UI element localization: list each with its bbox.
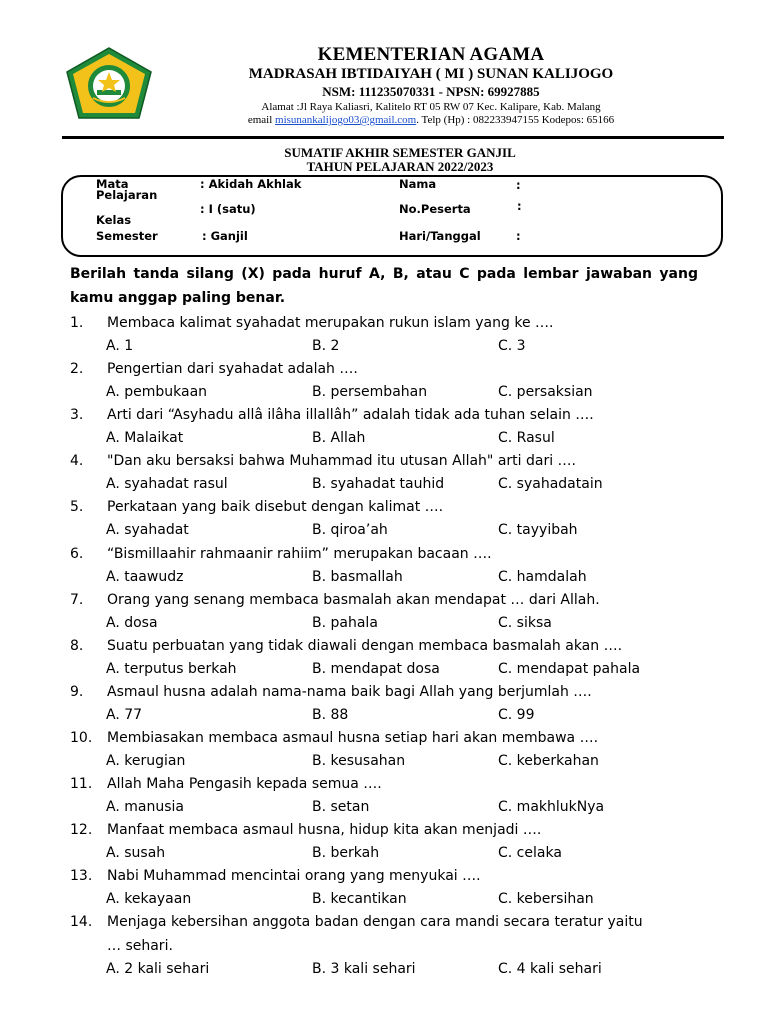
question-number: 7. — [70, 591, 84, 608]
option-c[interactable]: C. mendapat pahala — [498, 660, 641, 677]
question-number: 12. — [70, 822, 93, 839]
school-ids: NSM: 111235070331 - NPSN: 69927885 — [322, 84, 540, 99]
option-a[interactable]: A. 2 kali sehari — [106, 961, 210, 978]
option-b[interactable]: B. mendapat dosa — [312, 660, 440, 677]
question-text: “Bismillaahir rahmaanir rahiim” merupakan bacaan …. — [107, 545, 492, 562]
option-c[interactable]: C. hamdalah — [498, 568, 587, 585]
question-number: 14. — [70, 914, 93, 931]
class-value: : I (satu) — [200, 202, 256, 216]
email-link[interactable]: misunankalijogo03@gmail.com — [275, 114, 417, 126]
question-text: Perkataan yang baik disebut dengan kalimat …. — [107, 499, 444, 516]
question-text-line2: … sehari. — [107, 938, 173, 955]
name-value[interactable]: : — [516, 178, 521, 192]
question-text: Membiasakan membaca asmaul husna setiap hari akan membawa …. — [107, 729, 599, 746]
option-b[interactable]: B. basmallah — [312, 568, 403, 585]
question-number: 10. — [70, 729, 93, 746]
number-label: No.Peserta — [399, 202, 471, 216]
school-contact — [200, 114, 662, 127]
option-a[interactable]: A. dosa — [106, 614, 158, 631]
question-number: 6. — [70, 545, 84, 562]
exam-title — [200, 146, 600, 174]
option-c[interactable]: C. 99 — [498, 706, 535, 723]
option-a[interactable]: A. 1 — [106, 338, 134, 354]
question-text: Arti dari “Asyhadu allâ ilâha illallâh” adalah tidak ada tuhan selain …. — [107, 407, 594, 424]
option-b[interactable]: B. persembahan — [312, 384, 428, 401]
question-text: Asmaul husna adalah nama-nama baik bagi Allah yang berjumlah …. — [107, 683, 592, 700]
question-number: 3. — [70, 407, 84, 424]
question-text: Menjaga kebersihan anggota badan dengan cara mandi secara teratur yaitu — [107, 914, 643, 931]
option-c[interactable]: C. siksa — [498, 614, 552, 631]
question-number: 8. — [70, 637, 84, 654]
question-text: "Dan aku bersaksi bahwa Muhammad itu utusan Allah" arti dari …. — [107, 453, 576, 470]
option-c[interactable]: C. 3 — [498, 338, 526, 354]
student-info-box — [61, 175, 723, 257]
option-c[interactable]: C. Rasul — [498, 430, 555, 447]
option-a[interactable]: A. manusia — [106, 799, 184, 815]
subject-label-1: Mata — [96, 177, 129, 191]
header-divider — [62, 136, 724, 139]
option-b[interactable]: B. 2 — [312, 338, 340, 354]
question-number: 11. — [70, 776, 93, 792]
option-a[interactable]: A. taawudz — [106, 568, 184, 585]
option-b[interactable]: B. kecantikan — [312, 891, 407, 908]
school-name: MADRASAH IBTIDAIYAH ( MI ) SUNAN KALIJOGO — [248, 66, 614, 82]
option-b[interactable]: B. setan — [312, 799, 370, 815]
name-label: Nama — [399, 177, 437, 191]
option-b[interactable]: B. berkah — [312, 845, 380, 862]
question-text: Orang yang senang membaca basmalah akan mendapat … dari Allah. — [107, 591, 600, 608]
option-a[interactable]: A. syahadat rasul — [106, 476, 228, 493]
number-value[interactable]: : — [517, 199, 522, 213]
date-label: Hari/Tanggal — [399, 229, 481, 243]
option-c[interactable]: C. 4 kali sehari — [498, 961, 602, 978]
semester-value: : Ganjil — [202, 229, 248, 243]
option-c[interactable]: C. keberkahan — [498, 752, 599, 769]
option-b[interactable]: B. Allah — [312, 430, 366, 447]
exam-name: SUMATIF AKHIR SEMESTER GANJIL — [284, 145, 516, 160]
option-b[interactable]: B. syahadat tauhid — [312, 476, 445, 493]
subject-value: : Akidah Akhlak — [200, 177, 302, 191]
date-value[interactable]: : — [516, 229, 521, 243]
email-label: email — [247, 114, 273, 126]
ministry-title: KEMENTERIAN AGAMA — [317, 44, 545, 65]
question-number: 2. — [70, 361, 84, 378]
question-text: Nabi Muhammad mencintai orang yang menyukai …. — [107, 868, 481, 885]
option-c[interactable]: C. celaka — [498, 845, 562, 862]
instructions: Berilah tanda silang (X) pada huruf A, B, atau C pada lembar jawaban yang kamu anggap paling benar. — [70, 266, 698, 306]
option-c[interactable]: C. persaksian — [498, 384, 593, 401]
class-label: Kelas — [96, 213, 132, 227]
option-b[interactable]: B. pahala — [312, 614, 378, 631]
letterhead-text — [200, 44, 662, 127]
option-a[interactable]: A. pembukaan — [106, 384, 208, 401]
question-number: 13. — [70, 868, 93, 885]
school-address: Alamat :Jl Raya Kaliasri, Kalitelo RT 05 RW 07 Kec. Kalipare, Kab. Malang — [261, 101, 601, 113]
question-text: Suatu perbuatan yang tidak diawali dengan membaca basmalah akan …. — [107, 637, 623, 654]
semester-label: Semester — [96, 229, 158, 243]
question-text: Manfaat membaca asmaul husna, hidup kita akan menjadi …. — [107, 822, 542, 839]
letterhead — [0, 0, 768, 160]
option-a[interactable]: A. kerugian — [106, 752, 186, 769]
option-c[interactable]: C. makhlukNya — [498, 799, 605, 815]
option-b[interactable]: B. 3 kali sehari — [312, 961, 416, 978]
subject-label-2: Pelajaran — [96, 188, 158, 202]
option-b[interactable]: B. qiroa’ah — [312, 522, 388, 539]
question-text: Membaca kalimat syahadat merupakan rukun islam yang ke …. — [107, 315, 554, 331]
option-b[interactable]: B. 88 — [312, 706, 349, 723]
question-number: 4. — [70, 453, 84, 470]
option-c[interactable]: C. kebersihan — [498, 891, 594, 908]
option-a[interactable]: A. susah — [106, 845, 166, 862]
option-a[interactable]: A. syahadat — [106, 522, 189, 539]
option-a[interactable]: A. 77 — [106, 706, 143, 723]
option-c[interactable]: C. tayyibah — [498, 522, 578, 539]
option-a[interactable]: A. kekayaan — [106, 891, 192, 908]
madrasah-logo-icon — [63, 46, 155, 124]
question-number: 5. — [70, 499, 84, 516]
option-a[interactable]: A. Malaikat — [106, 430, 184, 447]
question-number: 1. — [70, 315, 84, 331]
exam-year: TAHUN PELAJARAN 2022/2023 — [306, 159, 494, 174]
option-b[interactable]: B. kesusahan — [312, 752, 406, 769]
question-text: Allah Maha Pengasih kepada semua …. — [107, 776, 382, 792]
contact-info: . Telp (Hp) : 082233947155 Kodepos: 65166 — [416, 114, 615, 126]
question-text: Pengertian dari syahadat adalah …. — [107, 361, 358, 378]
option-c[interactable]: C. syahadatain — [498, 476, 603, 493]
option-a[interactable]: A. terputus berkah — [106, 660, 237, 677]
question-number: 9. — [70, 683, 84, 700]
